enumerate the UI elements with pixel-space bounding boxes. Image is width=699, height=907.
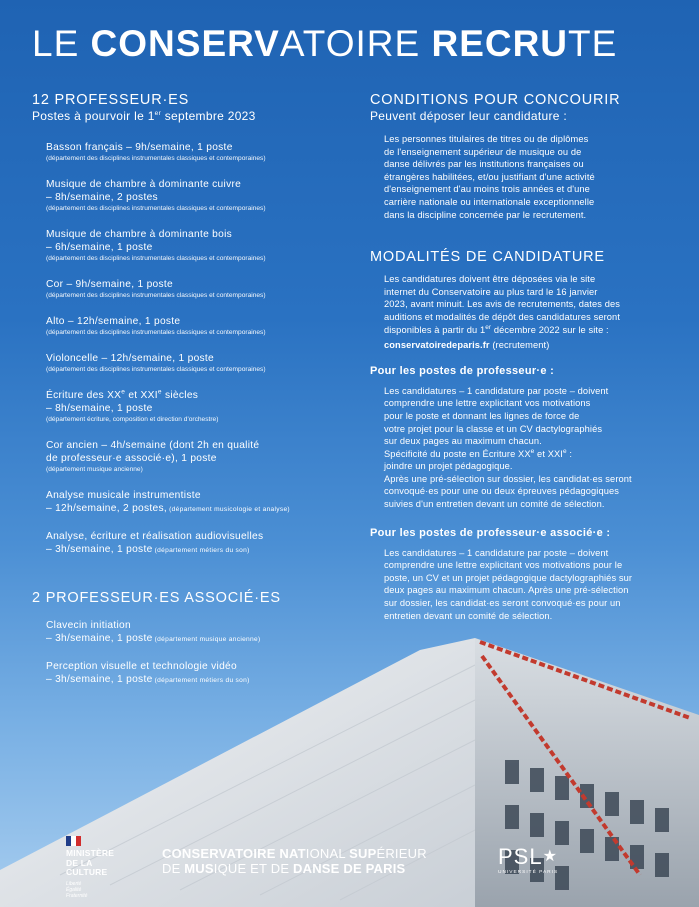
start-date-line: Postes à pourvoir le 1er septembre 2023 — [32, 109, 256, 123]
position-item-analyse: Analyse musicale instrumentiste – 12h/semaine, 2 postes, (département musicologie et analyse) — [46, 490, 290, 514]
position-item: Violoncelle – 12h/semaine, 1 poste (département des disciplines instrumentales classiques et contemporaines) — [46, 353, 266, 373]
associe-positions-list — [32, 619, 332, 687]
marianne-icon — [66, 836, 82, 846]
position-item: Clavecin initiation – 3h/semaine, 1 poste (département musique ancienne) — [46, 620, 261, 644]
poster-title: LE CONSERVATOIRE RECRUTE — [32, 23, 618, 64]
professeur-subheading: Pour les postes de professeur·e : — [370, 364, 555, 377]
position-item: Musique de chambre à dominante cuivre – 8h/semaine, 2 postes (département des disciplines instrumentales classiques et contemporaines) — [46, 179, 266, 212]
conditions-text: Les personnes titulaires de titres ou de diplômes de l'enseignement supérieur de musique ou de danse délivrés par les institutions françaises ou étrangères habilitées, et/ou justifiant d'une activité d'enseignement d'au moins trois années et d'une carrière nationale ou internationale exceptionnelle dans la discipline concernée par le recrutement. — [384, 134, 595, 220]
psl-logo: PSL★ UNIVERSITÉ PARIS — [498, 844, 559, 875]
section-heading-associes: 2 PROFESSEUR·ES ASSOCIÉ·ES — [32, 590, 281, 606]
section-heading-professeurs: 12 PROFESSEUR·ES — [32, 92, 190, 108]
associe-subheading: Pour les postes de professeur·e associé·e : — [370, 526, 611, 539]
positions-list — [32, 141, 332, 557]
position-item: Perception visuelle et technologie vidéo – 3h/semaine, 1 poste (département métiers du son) — [46, 661, 250, 685]
professeur-text: Les candidatures – 1 candidature par poste – doivent comprendre une lettre explicitant vos motivations pour le poste et donnant les lignes de force de votre projet pour la classe et un CV dactylographiés sur deux pages au maximum chacun. Spécificité du poste en Écriture XXe et XXIe : joindre un projet pédagogique. Après une pré-sélection sur dossier, les candidat·es seront convoqué·es pour une ou deux épreuves pédagogiques suivies d'un entretien devant un comité de sélection. — [384, 385, 632, 510]
left-column — [32, 92, 332, 687]
position-item: Cor – 9h/semaine, 1 poste (département des disciplines instrumentales classiques et contemporaines) — [46, 279, 266, 299]
associe-text: Les candidatures – 1 candidature par poste – doivent comprendre une lettre explicitant vos motivations pour le poste, un CV et un projet pédagogique dactylographiés sur deux pages au maximum chacun. Après une pré-sélection sur dossier, les candidat·es seront convoqué·es pour un entretien devant un comité de sélection. — [384, 547, 633, 621]
cnsmd-logo: CONSERVATOIRE NATIONAL SUPÉRIEUR DE MUSIQUE ET DE DANSE DE PARIS — [162, 846, 427, 876]
position-item: Alto – 12h/semaine, 1 poste (département des disciplines instrumentales classiques et contemporaines) — [46, 316, 266, 336]
star-icon: ★ — [542, 848, 557, 865]
position-item-cor-ancien: Cor ancien – 4h/semaine (dont 2h en qualité de professeur·e associé·e), 1 poste (département musique ancienne) — [46, 440, 260, 473]
modalites-text: Les candidatures doivent être déposées via le site internet du Conservatoire au plus tard le 16 janvier 2023, avant minuit. Les avis de recrutements, dates des auditions et modalités de dépôt des candidatures seront disponibles à partir du 1er décembre 2022 sur le site : conservatoiredeparis.fr (recrutement) — [384, 274, 621, 351]
position-item: Basson français – 9h/semaine, 1 poste (département des disciplines instrumentales classiques et contemporaines) — [46, 142, 266, 162]
right-column — [370, 92, 670, 622]
modalites-heading: MODALITÉS DE CANDIDATURE — [370, 249, 605, 266]
site-link[interactable]: conservatoiredeparis.fr — [384, 340, 490, 351]
conditions-heading: CONDITIONS POUR CONCOURIR — [370, 92, 621, 108]
ministere-culture-logo: MINISTÈRE DE LA CULTURE Liberté Égalité Fraternité — [66, 836, 136, 899]
conditions-subheading: Peuvent déposer leur candidature : — [370, 109, 567, 123]
position-item-audiovisuel: Analyse, écriture et réalisation audiovisuelles – 3h/semaine, 1 poste (département métiers du son) — [46, 531, 264, 555]
position-item-ecriture: Écriture des XXe et XXIe siècles – 8h/semaine, 1 poste (département écriture, composition et direction d'orchestre) — [46, 388, 219, 423]
position-item: Musique de chambre à dominante bois – 6h/semaine, 1 poste (département des disciplines instrumentales classiques et contemporaines) — [46, 229, 266, 262]
